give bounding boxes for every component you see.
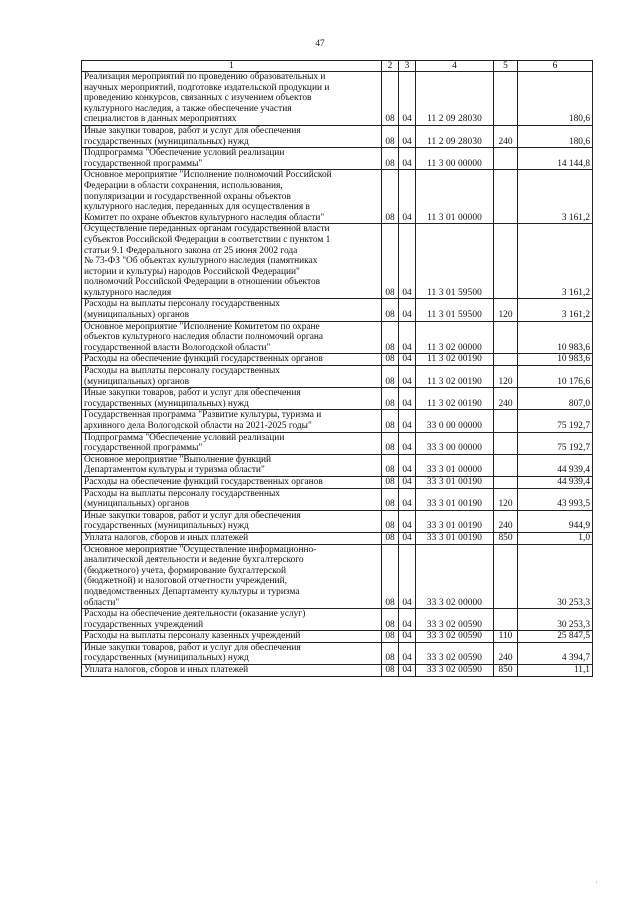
row-name: Осуществление переданных органам государственной власти субъектов Российской Федерации в соответствии с пунктом 1 статьи 9.1 Федерального закона от 25 июня 2002 года № 73-ФЗ "Об объектах культурного наследия (памятниках истории и культуры) народов Российской Федерации" полномочий Российской Федерации в отношении объектов культурного наследия <box>82 224 382 299</box>
row-amount: 4 394,7 <box>518 642 593 664</box>
row-expense-type <box>494 454 518 476</box>
table-row <box>82 642 593 664</box>
row-expense-type <box>494 72 518 126</box>
row-amount: 14 144,8 <box>518 148 593 170</box>
row-amount: 43 993,5 <box>518 488 593 510</box>
row-expense-type: 850 <box>494 665 518 677</box>
page-number: 47 <box>315 38 325 48</box>
row-section: 08 <box>382 410 399 432</box>
row-subsection: 04 <box>399 476 416 488</box>
row-section: 08 <box>382 631 399 643</box>
row-amount: 30 253,3 <box>518 609 593 631</box>
row-subsection: 04 <box>399 642 416 664</box>
row-subsection: 04 <box>399 366 416 388</box>
row-amount: 10 983,6 <box>518 354 593 366</box>
row-target-code: 33 0 00 00000 <box>416 410 494 432</box>
row-expense-type <box>494 410 518 432</box>
row-target-code: 33 3 01 00190 <box>416 488 494 510</box>
row-subsection: 04 <box>399 388 416 410</box>
table-row <box>82 148 593 170</box>
row-subsection: 04 <box>399 125 416 147</box>
row-name: Уплата налогов, сборов и иных платежей <box>82 532 382 544</box>
row-section: 08 <box>382 354 399 366</box>
row-target-code: 11 3 02 00000 <box>416 321 494 354</box>
row-name: Расходы на обеспечение деятельности (оказание услуг) государственных учреждений <box>82 609 382 631</box>
row-section: 08 <box>382 321 399 354</box>
row-subsection: 04 <box>399 354 416 366</box>
row-name: Расходы на обеспечение функций государственных органов <box>82 354 382 366</box>
row-section: 08 <box>382 299 399 321</box>
row-name: Государственная программа "Развитие культуры, туризма и архивного дела Вологодской области на 2021-2025 годы" <box>82 410 382 432</box>
row-target-code: 33 3 02 00000 <box>416 544 494 609</box>
row-name: Основное мероприятие "Осуществление информационно- аналитической деятельности и ведение бухгалтерского (бюджетного) учета, формирование бухгалтерской (бюджетной) и налоговой отчетности учреждений, подведомственных Департаменту культуры и туризма области" <box>82 544 382 609</box>
table-row <box>82 388 593 410</box>
row-name: Иные закупки товаров, работ и услуг для обеспечения государственных (муниципальных) нужд <box>82 388 382 410</box>
row-expense-type: 240 <box>494 642 518 664</box>
row-target-code: 11 3 02 00190 <box>416 366 494 388</box>
row-subsection: 04 <box>399 410 416 432</box>
row-expense-type: 240 <box>494 125 518 147</box>
row-target-code: 11 3 01 00000 <box>416 170 494 224</box>
row-subsection: 04 <box>399 532 416 544</box>
row-expense-type <box>494 170 518 224</box>
row-section: 08 <box>382 366 399 388</box>
row-expense-type: 850 <box>494 532 518 544</box>
budget-table <box>81 60 593 677</box>
row-target-code: 11 3 00 00000 <box>416 148 494 170</box>
row-subsection: 04 <box>399 665 416 677</box>
row-expense-type: 240 <box>494 510 518 532</box>
row-amount: 180,6 <box>518 125 593 147</box>
row-section: 08 <box>382 510 399 532</box>
row-target-code: 11 3 02 00190 <box>416 388 494 410</box>
row-target-code: 33 3 01 00000 <box>416 454 494 476</box>
row-name: Иные закупки товаров, работ и услуг для обеспечения государственных (муниципальных) нужд <box>82 125 382 147</box>
row-section: 08 <box>382 170 399 224</box>
table-row <box>82 454 593 476</box>
header-col-2: 2 <box>382 61 399 72</box>
row-name: Подпрограмма "Обеспечение условий реализации государственной программы" <box>82 432 382 454</box>
table-row <box>82 354 593 366</box>
row-section: 08 <box>382 532 399 544</box>
row-expense-type <box>494 148 518 170</box>
row-amount: 44 939,4 <box>518 476 593 488</box>
row-target-code: 33 3 02 00590 <box>416 609 494 631</box>
row-name: Расходы на выплаты персоналу государственных (муниципальных) органов <box>82 488 382 510</box>
row-name: Иные закупки товаров, работ и услуг для обеспечения государственных (муниципальных) нужд <box>82 510 382 532</box>
row-expense-type <box>494 321 518 354</box>
table-row <box>82 321 593 354</box>
row-amount: 10 176,6 <box>518 366 593 388</box>
row-expense-type: 120 <box>494 366 518 388</box>
row-amount: 75 192,7 <box>518 410 593 432</box>
row-target-code: 11 2 09 28030 <box>416 125 494 147</box>
row-target-code: 33 3 01 00190 <box>416 476 494 488</box>
row-subsection: 04 <box>399 631 416 643</box>
row-section: 08 <box>382 665 399 677</box>
table-row <box>82 631 593 643</box>
row-section: 08 <box>382 642 399 664</box>
row-target-code: 33 3 01 00190 <box>416 510 494 532</box>
table-row <box>82 544 593 609</box>
row-amount: 44 939,4 <box>518 454 593 476</box>
row-expense-type: 120 <box>494 299 518 321</box>
table-row <box>82 299 593 321</box>
row-name: Расходы на обеспечение функций государственных органов <box>82 476 382 488</box>
row-subsection: 04 <box>399 299 416 321</box>
row-target-code: 33 3 02 00590 <box>416 665 494 677</box>
row-name: Расходы на выплаты персоналу казенных учреждений <box>82 631 382 643</box>
row-expense-type <box>494 609 518 631</box>
header-col-1: 1 <box>82 61 382 72</box>
row-target-code: 33 3 00 00000 <box>416 432 494 454</box>
row-subsection: 04 <box>399 321 416 354</box>
row-target-code: 33 3 01 00190 <box>416 532 494 544</box>
table-row <box>82 532 593 544</box>
table-row <box>82 224 593 299</box>
row-target-code: 11 3 02 00190 <box>416 354 494 366</box>
row-name: Основное мероприятие "Выполнение функций Департаментом культуры и туризма области" <box>82 454 382 476</box>
row-subsection: 04 <box>399 224 416 299</box>
row-amount: 807,0 <box>518 388 593 410</box>
header-col-3: 3 <box>399 61 416 72</box>
row-expense-type: 120 <box>494 488 518 510</box>
row-target-code: 33 3 02 00590 <box>416 642 494 664</box>
row-amount: 75 192,7 <box>518 432 593 454</box>
row-section: 08 <box>382 224 399 299</box>
table-row <box>82 366 593 388</box>
table-row <box>82 510 593 532</box>
table-row <box>82 665 593 677</box>
row-subsection: 04 <box>399 148 416 170</box>
row-section: 08 <box>382 488 399 510</box>
row-section: 08 <box>382 476 399 488</box>
row-amount: 944,9 <box>518 510 593 532</box>
row-section: 08 <box>382 609 399 631</box>
row-subsection: 04 <box>399 72 416 126</box>
header-col-4: 4 <box>416 61 494 72</box>
row-expense-type <box>494 354 518 366</box>
row-section: 08 <box>382 72 399 126</box>
row-section: 08 <box>382 432 399 454</box>
row-amount: 3 161,2 <box>518 224 593 299</box>
row-subsection: 04 <box>399 609 416 631</box>
table-row <box>82 170 593 224</box>
row-expense-type <box>494 544 518 609</box>
table-row <box>82 476 593 488</box>
row-section: 08 <box>382 454 399 476</box>
table-header-row <box>82 61 593 72</box>
header-col-6: 6 <box>518 61 593 72</box>
row-subsection: 04 <box>399 432 416 454</box>
row-name: Расходы на выплаты персоналу государственных (муниципальных) органов <box>82 366 382 388</box>
row-section: 08 <box>382 125 399 147</box>
row-target-code: 11 3 01 59500 <box>416 224 494 299</box>
row-expense-type: 110 <box>494 631 518 643</box>
table-row <box>82 410 593 432</box>
row-name: Основное мероприятие "Исполнение Комитетом по охране объектов культурного наследия области полномочий органа государственной власти Вологодской области" <box>82 321 382 354</box>
row-amount: 180,6 <box>518 72 593 126</box>
table-row <box>82 609 593 631</box>
row-name: Подпрограмма "Обеспечение условий реализации государственной программы" <box>82 148 382 170</box>
row-expense-type <box>494 432 518 454</box>
row-amount: 3 161,2 <box>518 170 593 224</box>
row-section: 08 <box>382 148 399 170</box>
row-amount: 25 847,5 <box>518 631 593 643</box>
row-target-code: 33 3 02 00590 <box>416 631 494 643</box>
row-expense-type: 240 <box>494 388 518 410</box>
row-name: Иные закупки товаров, работ и услуг для обеспечения государственных (муниципальных) нужд <box>82 642 382 664</box>
row-name: Реализация мероприятий по проведению образовательных и научных мероприятий, подготовке издательской продукции и проведению конкурсов, связанных с изучением объектов культурного наследия, а также обеспечение участия специалистов в данных мероприятиях <box>82 72 382 126</box>
row-expense-type <box>494 224 518 299</box>
table-row <box>82 432 593 454</box>
row-amount: 10 983,6 <box>518 321 593 354</box>
table-row <box>82 125 593 147</box>
row-section: 08 <box>382 544 399 609</box>
row-subsection: 04 <box>399 488 416 510</box>
header-col-5: 5 <box>494 61 518 72</box>
row-expense-type <box>494 476 518 488</box>
row-amount: 3 161,2 <box>518 299 593 321</box>
row-name: Основное мероприятие "Исполнение полномочий Российской Федерации в области сохранения, использования, популяризации и государственной охраны объектов культурного наследия, переданных для осуществления в Комитет по охране объектов культурного наследия области" <box>82 170 382 224</box>
table-row <box>82 488 593 510</box>
row-subsection: 04 <box>399 454 416 476</box>
row-target-code: 11 2 09 28030 <box>416 72 494 126</box>
row-name: Уплата налогов, сборов и иных платежей <box>82 665 382 677</box>
table-row <box>82 72 593 126</box>
row-subsection: 04 <box>399 170 416 224</box>
corner-mark: ' <box>596 880 598 889</box>
row-target-code: 11 3 01 59500 <box>416 299 494 321</box>
row-amount: 1,0 <box>518 532 593 544</box>
row-subsection: 04 <box>399 510 416 532</box>
row-amount: 30 253,3 <box>518 544 593 609</box>
row-subsection: 04 <box>399 544 416 609</box>
row-amount: 11,1 <box>518 665 593 677</box>
row-section: 08 <box>382 388 399 410</box>
row-name: Расходы на выплаты персоналу государственных (муниципальных) органов <box>82 299 382 321</box>
